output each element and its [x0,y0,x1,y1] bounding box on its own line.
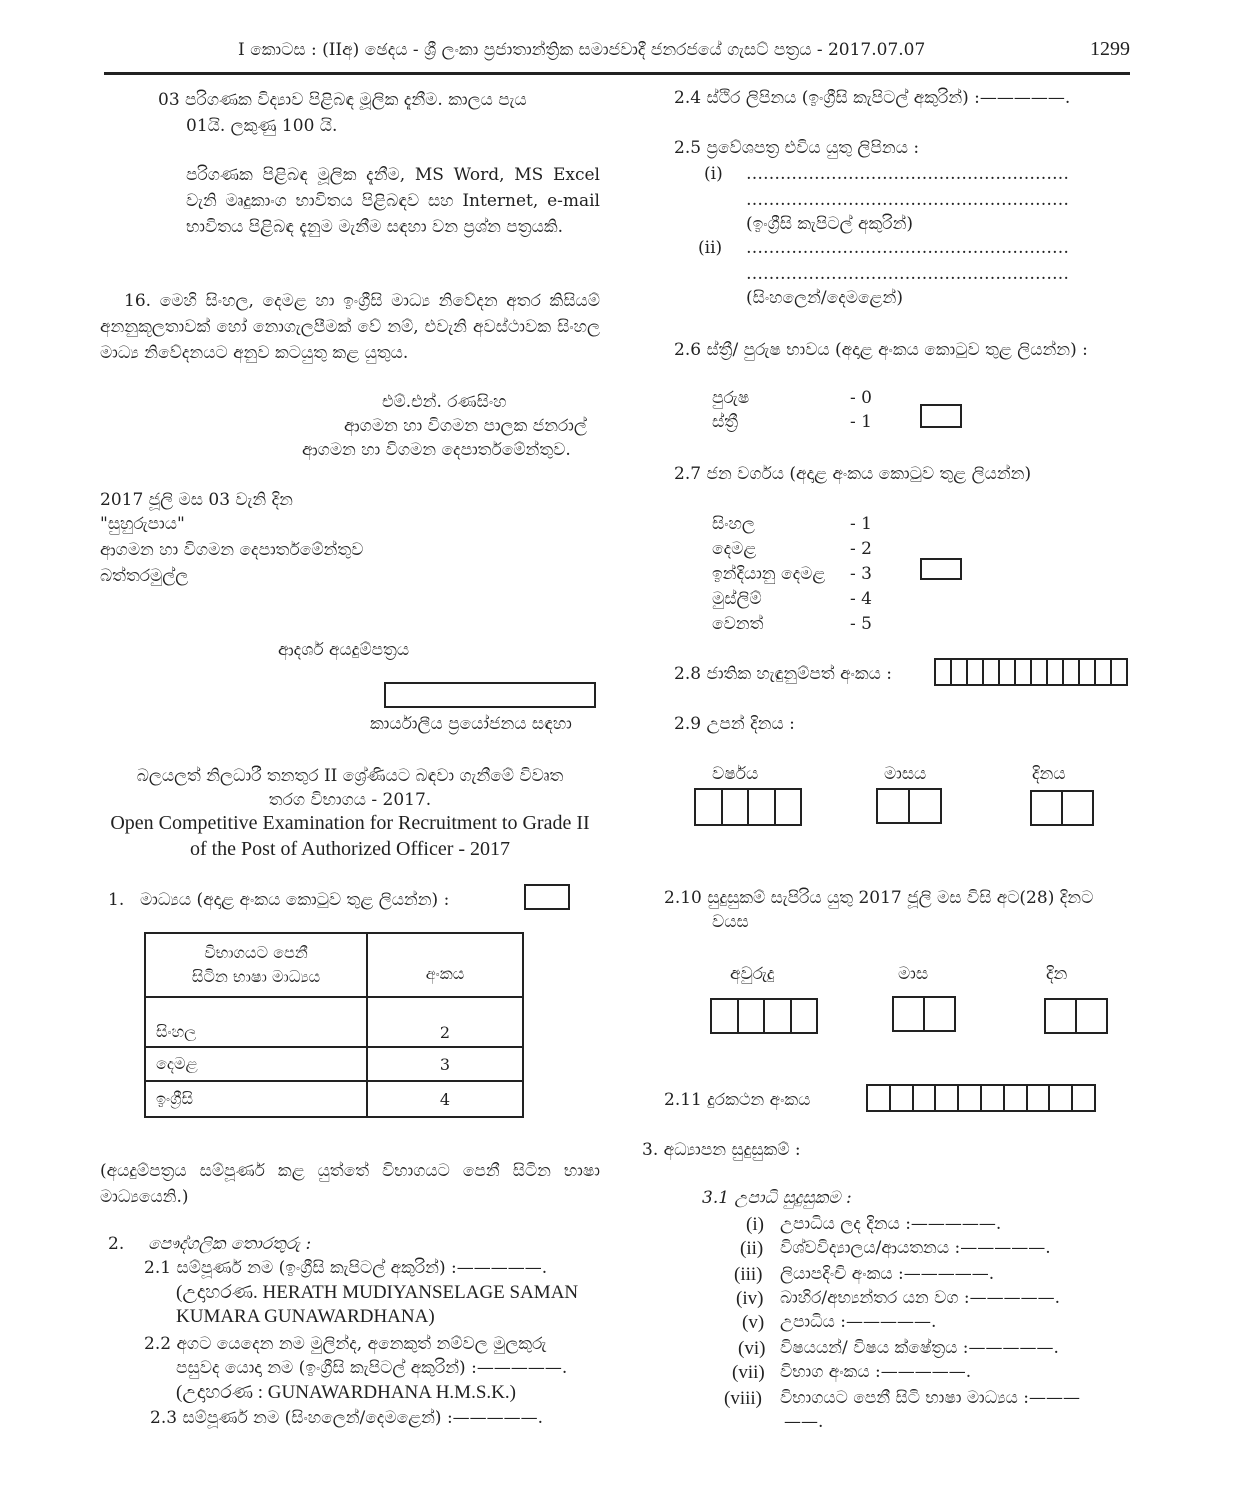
table-header-code: අංකය [367,933,523,997]
q2-1-full-name: 2.1 සම්පූර්ණ නම (ඉංග්‍රීසි කැපිටල් අකුරින්) :—————. [144,1258,548,1278]
paper-03-title: 03 පරිගණක විද්‍යාව පිළිබඳ මූලික දැනීම. කාලය පැය [158,90,527,110]
exam-title-english-2: of the Post of Authorized Officer - 2017 [189,838,511,860]
page-number: 1299 [1090,38,1130,60]
q2-2-name-with-initials-2: පසුවද යොදා නම (ඉංග්‍රීසි කැපිටල් අකුරින්) :—————. [176,1358,568,1378]
address-dotted-line[interactable]: ………………………………………………… [746,164,1069,184]
degree-item-number: (viii) [724,1388,762,1409]
age-months-boxes[interactable] [892,996,956,1032]
gender-male: පුරුෂ [712,388,750,408]
gender-female-code: - 1 [850,412,872,432]
ethnicity-option: ඉන්දියානු දෙමළ [712,564,826,584]
ethnicity-code-box[interactable] [920,558,962,580]
q2-2-name-with-initials-1: 2.2 අගට යෙදෙන නම මුලින්ද, අනෙකුත් නම්වල මුලකුරු [144,1334,547,1354]
address-line-3: බත්තරමුල්ල [100,566,189,586]
q2-5-sinhala-tamil-note: (සිංහලෙන්/දෙමළෙන්) [746,288,903,308]
table-header-medium: විභාගයට පෙනී සිටින භාෂා මාධ්‍යය [145,933,367,997]
q2-personal-info-label: පෞද්ගලික තොරතුරු : [148,1234,312,1254]
q2-4-permanent-address: 2.4 ස්ථිර ලිපිනය (ඉංග්‍රීසි කැපිටල් අකුරින්) :—————. [674,88,1071,108]
degree-item-label: විශ්වවිද්‍යාලය/ආයතනය :—————. [780,1238,1051,1258]
degree-item-label: විභාගයට පෙනී සිටි භාෂා මාධ්‍යය :——— [780,1388,1081,1408]
address-dotted-line[interactable]: ………………………………………………… [746,190,1069,210]
q2-10-age-label-2: වයස [712,912,749,932]
ethnicity-option: සිංහල [712,514,755,534]
table-cell-code: 3 [367,1047,523,1081]
q2-number: 2. [108,1234,125,1254]
model-form-title: ආදර්ශ අයදුම්පත්‍රය [278,640,410,660]
age-months-label: මාස [898,964,929,984]
nic-number-boxes[interactable] [934,658,1128,686]
medium-table [144,932,524,1118]
q2-3-name-sinhala-tamil: 2.3 සම්පූර්ණ නම (සිංහලෙන්/දෙමළෙන්) :—————. [150,1408,544,1428]
degree-item-number: (v) [742,1312,765,1333]
office-use-box[interactable] [384,682,596,708]
ethnicity-option: වෙනත් [712,614,764,634]
dob-year-boxes[interactable] [694,788,802,826]
q2-2-example: (උදාහරණ : GUNAWARDHANA H.M.S.K.) [176,1382,516,1403]
q3-education-label: 3. අධ්‍යාපන සුදුසුකම් : [642,1140,801,1160]
q2-9-dob-label: 2.9 උපන් දිනය : [674,714,795,734]
signatory-title: ආගමන හා විගමන පාලක ජනරාල් [344,416,587,436]
q2-1-example-1: (උදාහරණ. HERATH MUDIYANSELAGE SAMAN [176,1282,579,1303]
q1-medium-label: මාධ්‍යය (අදාළ අංකය කොටුව තුළ ලියන්න) : [140,890,450,910]
exam-title-sinhala-2: තරග විභාගය - 2017. [268,790,432,810]
q2-5-i-label: (i) [704,164,723,184]
q2-5-english-note: (ඉංග්‍රීසි කැපිටල් අකුරින්) [746,214,914,234]
exam-title-sinhala-1: බලයලත් නිලධාරී තනතුර II ශ්‍රේණියට බඳවා ගැනීමේ විවෘත [136,766,564,786]
q2-8-nic-label: 2.8 ජාතික හැඳුනුම්පත් අංකය : [674,664,893,684]
running-header: I කොටස : (IIඅ) ඡෙදය - ශ්‍රී ලංකා ප්‍රජාතාන්ත්‍රික සමාජවාදී ජනරජයේ ගැසට් පත්‍රය - 2017.07.07 [238,40,926,60]
dob-day-label: දිනය [1032,764,1066,784]
ethnicity-code: - 1 [850,514,872,534]
ethnicity-code: - 5 [850,614,872,634]
medium-code-box[interactable] [524,884,570,910]
degree-item-continuation: ——. [784,1412,824,1432]
gender-female: ස්ත්‍රී [712,412,739,432]
paper-03-description: පරිගණක පිළිබඳ මූලික දැනීම, MS Word, MS Excel වැනි මෘදුකාංග භාවිතය පිළිබඳව සහ Internet, e-mail භාවිතය පිළිබඳ දැනුම මැනීම සඳහා වන ප්‍රශ්න පත්‍රයකි. [186,165,600,237]
q2-6-gender-label: 2.6 ස්ත්‍රී/ පුරුෂ භාවය (අදාළ අංකය කොටුව තුළ ලියන්න) : [674,340,1088,360]
address-dotted-line[interactable]: ………………………………………………… [746,264,1069,284]
table-row [145,1047,523,1081]
degree-item-label: උපාධිය ලද දිනය :—————. [780,1214,1002,1234]
table-cell-code: 2 [367,997,523,1047]
issue-date: 2017 ජූලි මස 03 වැනි දින [100,490,293,510]
q2-7-ethnicity-label: 2.7 ජන වර්ගය (අදාළ අංකය කොටුව තුළ ලියන්න) [674,464,1032,484]
age-years-label: අවුරුදු [730,964,775,984]
degree-item-number: (i) [746,1214,764,1235]
q2-5-admission-address: 2.5 ප්‍රවේශපත්‍ර එවිය යුතු ලිපිනය : [674,138,920,158]
q3-1-degree-label: 3.1 උපාධි සුදුසුකම : [702,1188,852,1208]
degree-item-label: ලියාපදිංචි අංකය :—————. [780,1264,995,1284]
degree-item-label: විෂයයන්/ විෂය ක්ෂේත්‍රය :—————. [780,1338,1059,1358]
q2-1-example-2: KUMARA GUNAWARDHANA) [176,1306,435,1327]
ethnicity-code: - 2 [850,539,872,559]
table-row [145,1081,523,1117]
age-days-boxes[interactable] [1044,998,1108,1034]
dob-month-boxes[interactable] [876,788,942,824]
table-cell-lang: සිංහල [145,997,367,1047]
q2-10-age-label-1: 2.10 සුදුසුකම් සැපිරිය යුතු 2017 ජූලි මස විසි අට(28) දිනට [664,888,1094,908]
signatory-department: ආගමන හා විගමන දෙපාර්තමේන්තුව. [302,440,571,460]
address-line-2: ආගමන හා විගමන දෙපාර්තමේන්තුව [100,540,364,560]
clause-16: 16. මෙහි සිංහල, දෙමළ හා ඉංග්‍රීසි මාධ්‍ය නිවේදන අතර කිසියම් අනනුකූලතාවක් හෝ නොගැලපීමක් වේ නම්, එවැනි අවස්ථාවක සිංහල මාධ්‍ය නිවේදනයට අනුව කටයුතු කළ යුතුය. [100,291,600,363]
address-line-1: "සුහුරුපාය" [100,514,185,534]
degree-item-number: (iii) [734,1264,763,1285]
signatory-name: එම්.එන්. රණසිංහ [382,392,507,412]
ethnicity-option: දෙමළ [712,539,757,559]
degree-item-label: උපාධිය :—————. [780,1312,937,1332]
degree-item-number: (vi) [738,1338,766,1359]
degree-item-number: (ii) [740,1238,764,1259]
table-cell-code: 4 [367,1081,523,1117]
degree-item-number: (iv) [736,1288,764,1309]
age-years-boxes[interactable] [710,998,818,1034]
ethnicity-code: - 4 [850,589,872,609]
address-dotted-line[interactable]: ………………………………………………… [746,238,1069,258]
exam-title-english-1: Open Competitive Examination for Recruitment to Grade II [110,812,590,834]
medium-note: (අයදුම්පත්‍රය සම්පූර්ණ කළ යුත්තේ විභාගයට පෙනී සිටින භාෂා මාධ්‍යයෙනි.) [100,1161,600,1207]
age-days-label: දින [1046,964,1068,984]
gender-code-box[interactable] [920,404,962,428]
header-rule [104,72,1130,75]
degree-item-label: විභාග අංකය :—————. [780,1362,972,1382]
ethnicity-option: මුස්ලිම් [712,589,762,609]
dob-year-label: වර්ෂය [712,764,759,784]
dob-month-label: මාසය [884,764,927,784]
ethnicity-code: - 3 [850,564,872,584]
q1-number: 1. [108,890,125,910]
gender-male-code: - 0 [850,388,872,408]
q2-5-ii-label: (ii) [698,238,723,258]
phone-number-boxes[interactable] [866,1084,1096,1112]
table-row [145,997,523,1047]
paper-03-duration: 01යි. ලකුණු 100 යි. [186,116,338,136]
dob-day-boxes[interactable] [1030,790,1094,826]
degree-item-label: බාහිර/අභ්‍යන්තර යන වග :—————. [780,1288,1061,1308]
table-cell-lang: ඉංග්‍රීසි [145,1081,367,1117]
q2-11-phone-label: 2.11 දුරකථන අංකය [664,1090,811,1110]
degree-item-number: (vii) [732,1362,765,1383]
table-cell-lang: දෙමළ [145,1047,367,1081]
office-use-label: කාර්යාලීය ප්‍රයෝජනය සඳහා [370,714,572,734]
